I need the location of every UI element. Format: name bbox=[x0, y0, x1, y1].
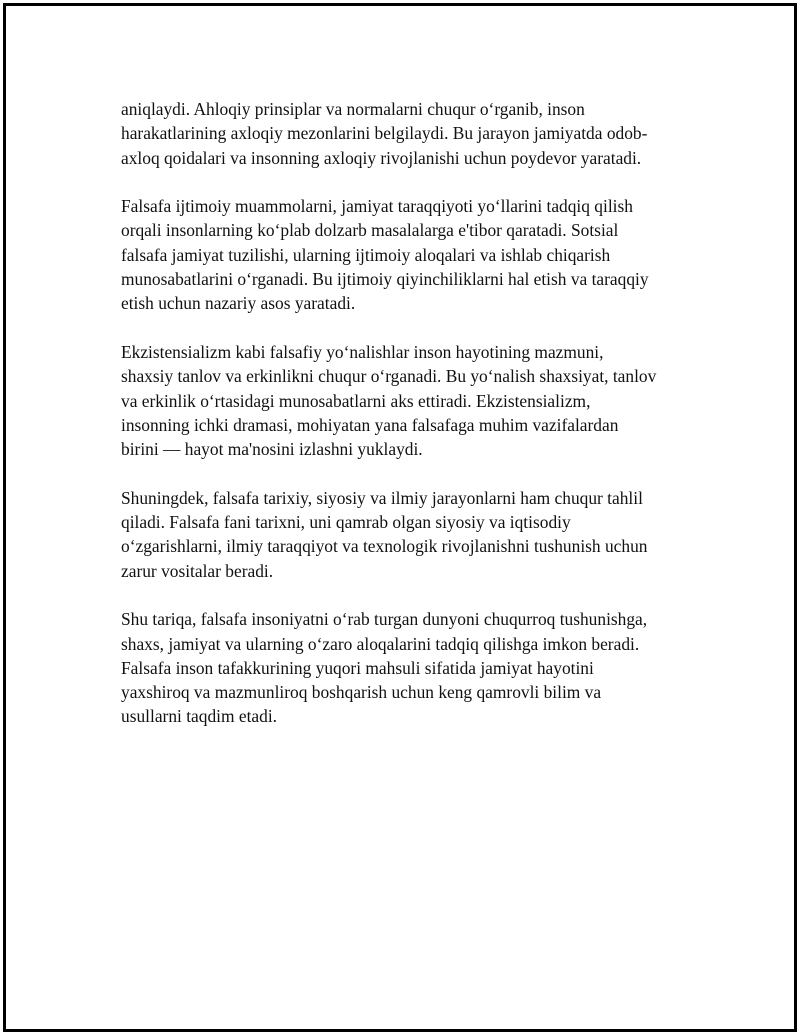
paragraph-3 bbox=[121, 340, 711, 461]
text-line: orqali insonlarning ko‘plab dolzarb masalalarga e'tibor qaratadi. Sotsial bbox=[121, 220, 619, 241]
paragraph-5 bbox=[121, 607, 711, 728]
text-line: yaxshiroq va mazmunliroq boshqarish uchun keng qamrovli bilim va bbox=[121, 682, 602, 703]
text-line: insonning ichki dramasi, mohiyatan yana falsafaga muhim vazifalardan bbox=[121, 414, 619, 435]
page-frame bbox=[3, 3, 797, 1032]
paragraph-4 bbox=[121, 486, 711, 583]
document-body bbox=[121, 97, 711, 753]
text-line: etish uchun nazariy asos yaratadi. bbox=[121, 293, 356, 314]
text-line: Shuningdek, falsafa tarixiy, siyosiy va ilmiy jarayonlarni ham chuqur tahlil bbox=[121, 487, 643, 508]
paragraph-2 bbox=[121, 194, 711, 315]
text-line: harakatlarining axloqiy mezonlarini belgilaydi. Bu jarayon jamiyatda odob- bbox=[121, 123, 648, 144]
text-line: birini — hayot ma'nosini izlashni yuklaydi. bbox=[121, 439, 423, 460]
text-line: Falsafa inson tafakkurining yuqori mahsuli sifatida jamiyat hayotini bbox=[121, 657, 594, 678]
text-line: shaxs, jamiyat va ularning o‘zaro aloqalarini tadqiq qilishga imkon beradi. bbox=[121, 633, 640, 654]
text-line: usullarni taqdim etadi. bbox=[121, 706, 277, 727]
text-line: Shu tariqa, falsafa insoniyatni o‘rab turgan dunyoni chuqurroq tushunishga, bbox=[121, 609, 648, 630]
text-line: Falsafa ijtimoiy muammolarni, jamiyat taraqqiyoti yo‘llarini tadqiq qilish bbox=[121, 196, 633, 217]
text-line: falsafa jamiyat tuzilishi, ularning ijtimoiy aloqalari va ishlab chiqarish bbox=[121, 244, 611, 265]
text-line: shaxsiy tanlov va erkinlikni chuqur o‘rganadi. Bu yo‘nalish shaxsiyat, tanlov bbox=[121, 366, 657, 387]
text-line: aniqlaydi. Ahloqiy prinsiplar va normalarni chuqur o‘rganib, inson bbox=[121, 99, 585, 119]
text-line: axloq qoidalari va insonning axloqiy rivojlanishi uchun poydevor yaratadi. bbox=[121, 147, 642, 168]
paragraph-1 bbox=[121, 97, 711, 170]
text-line: munosabatlarini o‘rganadi. Bu ijtimoiy qiyinchiliklarni hal etish va taraqqiy bbox=[121, 269, 649, 290]
text-line: zarur vositalar beradi. bbox=[121, 560, 274, 581]
text-line: o‘zgarishlarni, ilmiy taraqqiyot va texnologik rivojlanishni tushunish uchun bbox=[121, 536, 648, 557]
text-line: Ekzistensializm kabi falsafiy yo‘nalishlar inson hayotining mazmuni, bbox=[121, 341, 604, 362]
text-line: va erkinlik o‘rtasidagi munosabatlarni aks ettiradi. Ekzistensializm, bbox=[121, 390, 591, 411]
text-line: qiladi. Falsafa fani tarixni, uni qamrab olgan siyosiy va iqtisodiy bbox=[121, 512, 571, 533]
